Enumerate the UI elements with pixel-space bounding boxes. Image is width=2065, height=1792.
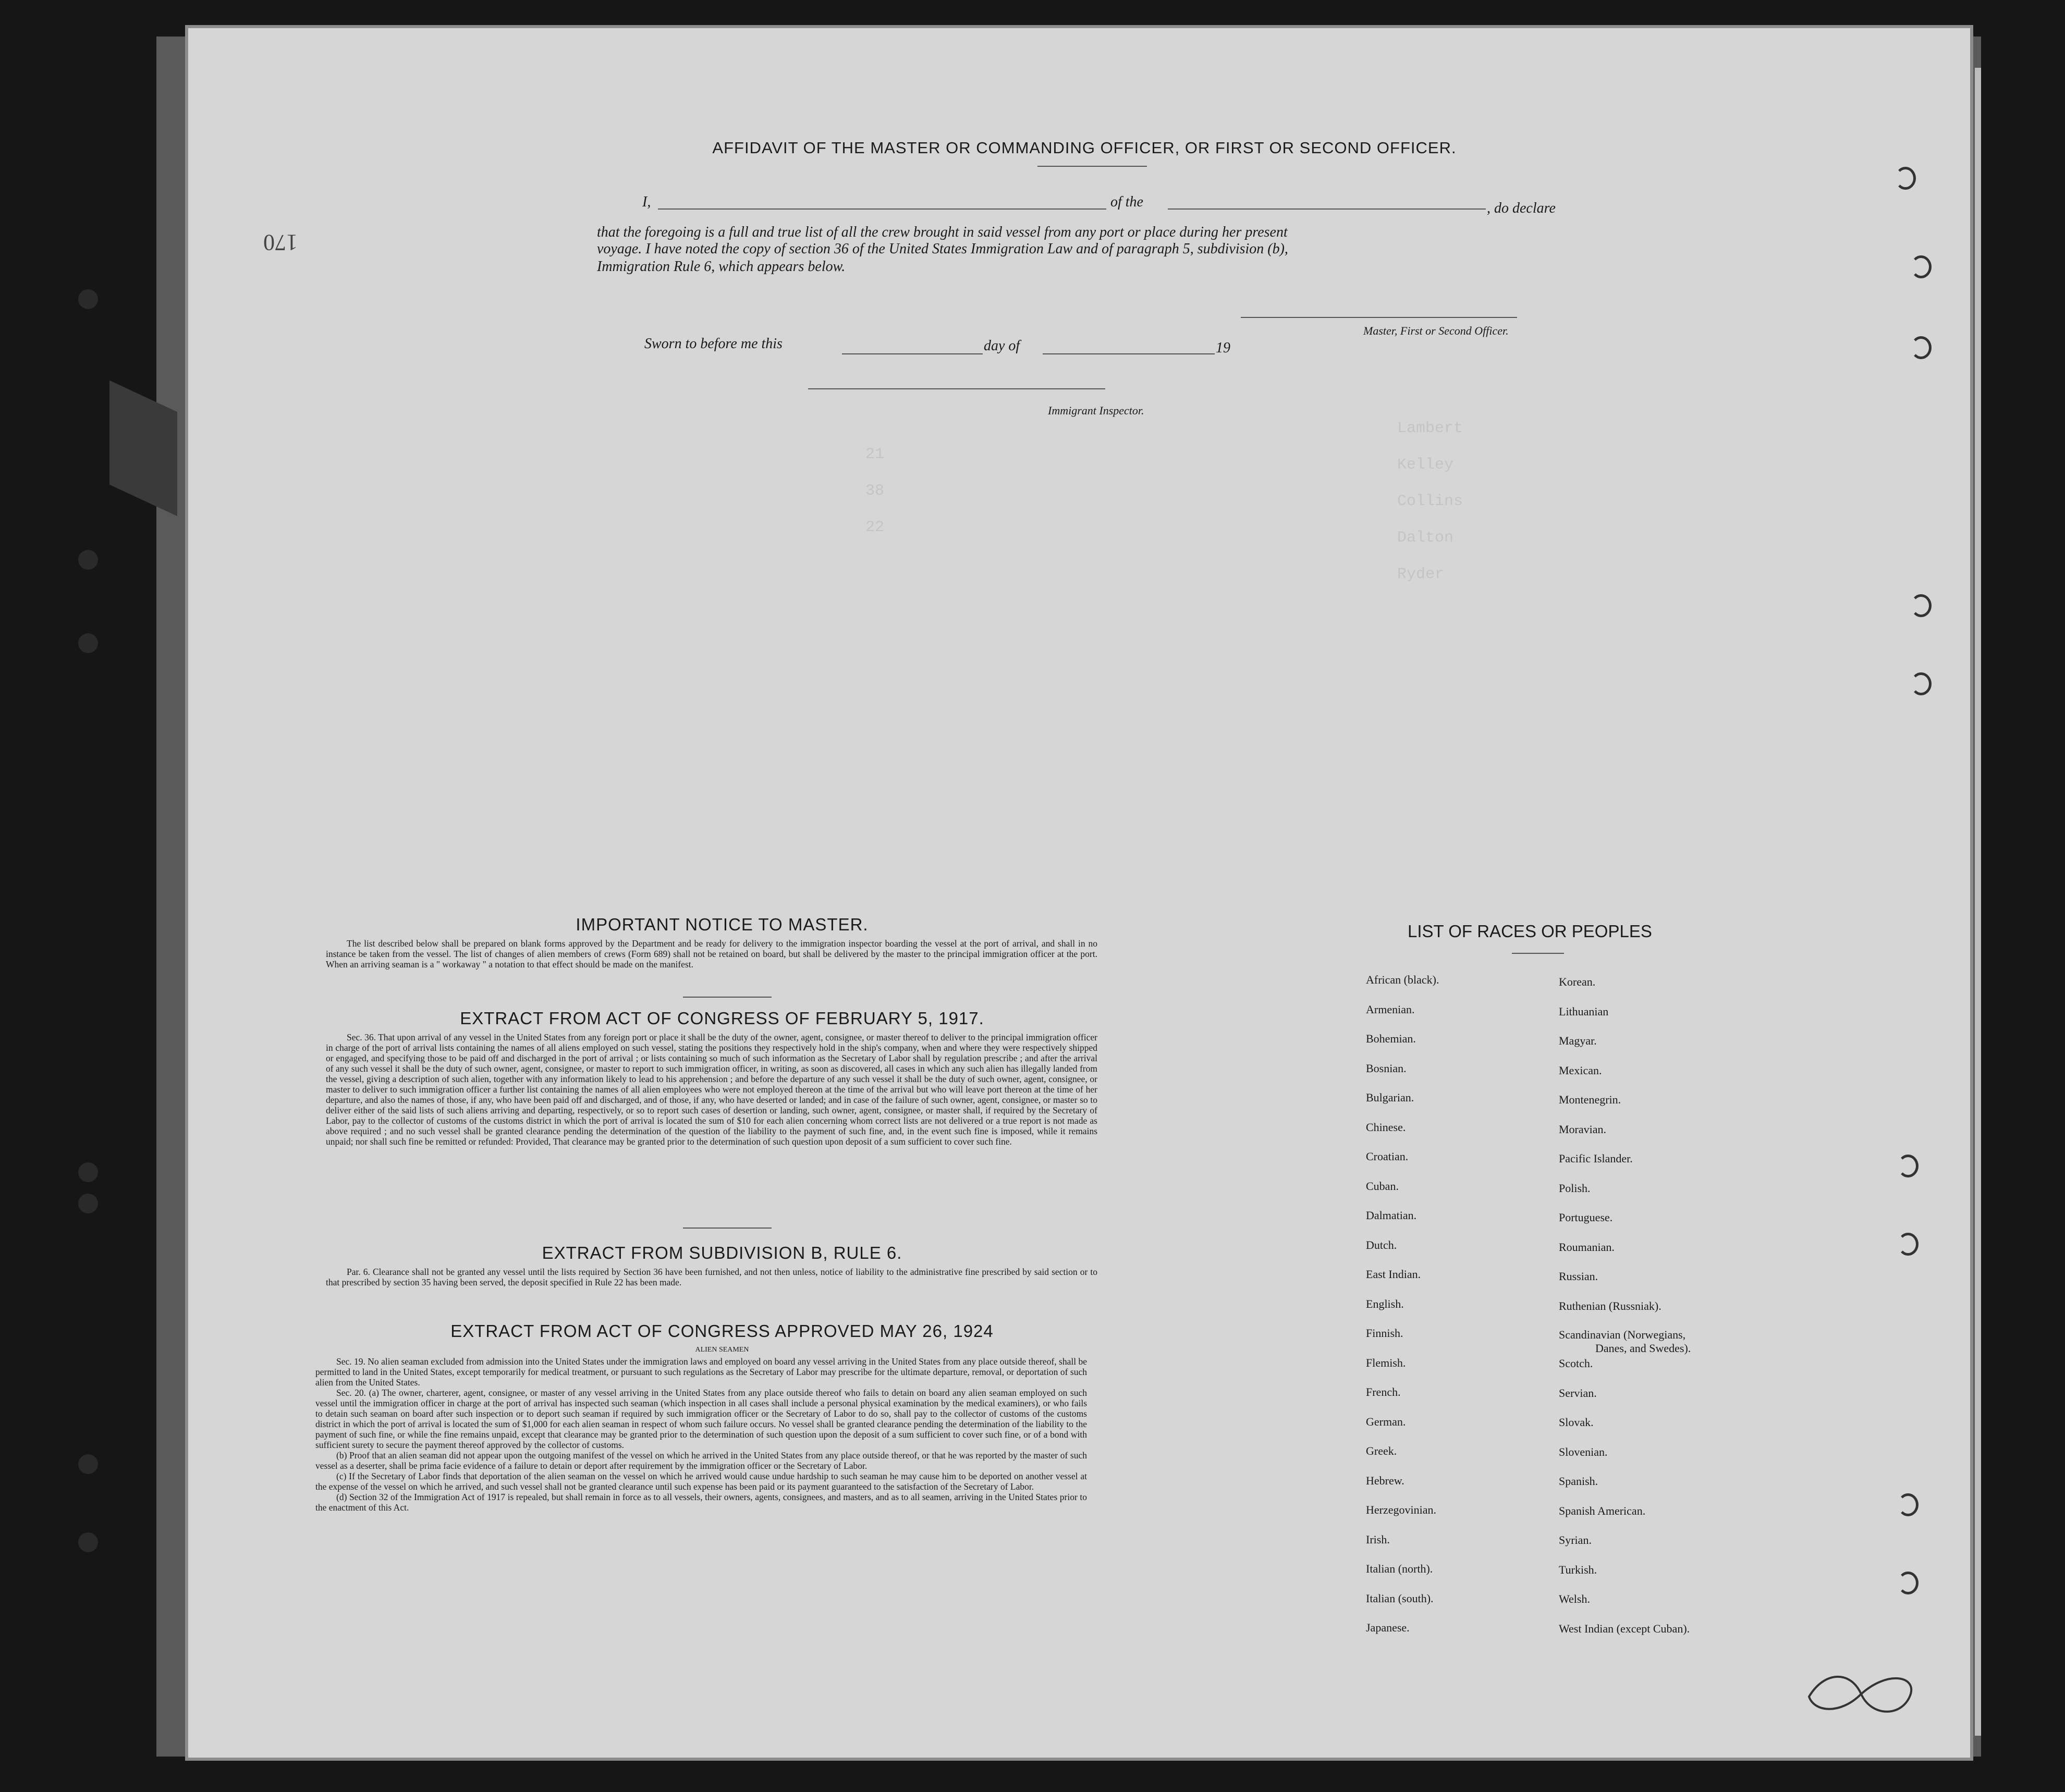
punch-ring [1911,255,1932,278]
race-item: Korean. [1559,975,1596,988]
race-item: Slovenian. [1559,1445,1608,1458]
race-item: Syrian. [1559,1533,1592,1546]
binder-hole [78,550,98,570]
race-item: Mexican. [1559,1063,1602,1077]
race-item: Lithuanian [1559,1004,1609,1018]
alien-seamen-subtitle: ALIEN SEAMEN [695,1346,749,1354]
race-item: Scotch. [1559,1357,1593,1370]
extract-1924-title: EXTRACT FROM ACT OF CONGRESS APPROVED MAY 26, 1924 [450,1321,994,1341]
sec-19-text: Sec. 19. No alien seaman excluded from admission into the United States under the immigration laws and employed on board any vessel arriving in the United States from any place outside thereof, shall be permitted to land in the United States, except temporarily for medical treatment, or pursuant to such regulations as the Secretary of Labor may prescribe for the ultimate departure, removal, or deportation of such alien from the United States. [315,1356,1087,1388]
extract-1924-body [315,1356,1087,1513]
punch-ring [1898,1572,1919,1594]
punch-ring [1895,167,1916,190]
notice-text: The list described below shall be prepared on blank forms approved by the Department and be ready for delivery to the immigration inspector boarding the vessel at the port of arrival, and shall in no instance be taken from the vessel. The list of changes of alien members of crews (Form 689) shall not be retained on board, but shall be delivered by the master to the principal immigration officer at the port. When an arriving seaman is a " workaway " a notation to that effect should be made on the manifest. [326,938,1097,969]
race-item: Greek. [1366,1444,1397,1457]
race-item: Welsh. [1559,1592,1590,1605]
sec-20b-text: (b) Proof that an alien seaman did not appear upon the outgoing manifest of the vessel on which he arrived in the United States from any place outside thereof, or that he was reported by the master of such vessel as a deserter, shall be prima facie evidence of a failure to detain or deport after requirement by the immigration officer or the Secretary of Labor. [315,1450,1087,1471]
race-item: Spanish. [1559,1475,1598,1488]
extract-1917-title: EXTRACT FROM ACT OF CONGRESS OF FEBRUARY 5, 1917. [460,1009,984,1028]
race-item: Chinese. [1366,1120,1406,1134]
pencil-loop-mark [1804,1665,1919,1723]
punch-ring [1911,672,1932,695]
race-item: Russian. [1559,1270,1598,1283]
race-item: Montenegrin. [1559,1093,1621,1106]
affidavit-line3: voyage. I have noted the copy of section 36 of the United States Immigration Law and of paragraph 5, subdivision (b), [597,241,1288,257]
race-item: Spanish American. [1559,1504,1646,1517]
affidavit-do-declare: , do declare [1487,200,1556,216]
race-item: Pacific Islander. [1559,1152,1633,1165]
extract-1917-text: Sec. 36. That upon arrival of any vessel in the United States from any foreign port or place it shall be the duty of the owner, agent, consignee, or master thereof to deliver to the principal immigration officer in charge of the port of arrival lists containing the names of all aliens employed on such vessel, stating the positions they respectively hold in the ship's company, when and where they were respectively shipped or engaged, and specifying those to be paid off and discharged in the port of arrival ; or lists containing so much of such information as the Secretary of Labor shall by regulation prescribe ; and after the arrival of any such vessel it shall be the duty of such owner, agent, consignee, or master to report to such immigration officer, in writing, as soon as discovered, all cases in which any such alien has illegally landed from the vessel, giving a description of such alien, together with any information likely to lead to his apprehension ; and before the departure of any such vessel it shall be the duty of such owner, agent, consignee, or master to deliver to such immigration officer a further list containing the names of all alien employees who were not employed thereon at the time of the arrival but who will leave port thereon at the time of her departure, and also the names of those, if any, who have been paid off and discharged, and of those, if any, who have deserted or landed; and in case of the failure of such owner, agent, consignee, or master so to deliver either of the said lists of such aliens arriving and departing, respectively, or so to report such cases of desertion or landing, such owner, agent, consignee, or master shall, if required by the Secretary of Labor, pay to the collector of customs of the customs district in which the port of arrival is located the sum of $10 for each alien concerning whom correct lists are not delivered or a true report is not made as above required ; and no such vessel shall be granted clearance pending the determination of the question of the liability to the payment of such fine, and, in the event such fine is imposed, while it remains unpaid; nor shall such fine be remitted or refunded: Provided, That clearance may be granted prior to the determination of such question upon deposit of a sum sufficient to cover such fine. [326,1032,1097,1147]
race-item: African (black). [1366,973,1439,986]
year-label: 19 [1216,340,1230,356]
sworn-month-field[interactable] [1043,353,1215,354]
margin-number: 170 [263,230,298,255]
binder-hole [78,1532,98,1552]
race-item: Scandinavian (Norwegians, [1559,1328,1686,1341]
race-item: Bulgarian. [1366,1091,1414,1104]
race-item: Dalmatian. [1366,1209,1417,1222]
race-item: Herzegovinian. [1366,1503,1436,1516]
race-item: Italian (south). [1366,1591,1434,1605]
sworn-day-field[interactable] [842,353,983,354]
binder-hole [78,633,98,653]
bleed-through-area: Lambert Kelley Collins Dalton Ryder 21 38 22 [865,420,1463,583]
binder-hole [78,1194,98,1213]
races-right-column [1559,967,1691,1643]
race-item: Italian (north). [1366,1562,1433,1575]
race-item: Flemish. [1366,1356,1406,1369]
binder-hole [78,289,98,309]
race-item: Bohemian. [1366,1032,1416,1045]
affidavit-line4: Immigration Rule 6, which appears below. [597,259,846,275]
sec-20c-text: (c) If the Secretary of Labor finds that deportation of the alien seaman on the vessel on which he arrived would cause undue hardship to such seaman he may cause him to be deported on another vessel at the expense of the vessel on which he arrived, and such vessel shall not be granted clearance until such expense has been paid or its payment guaranteed to the satisfaction of the Secretary of Labor. [315,1471,1087,1492]
section-rule [683,997,772,998]
race-item: East Indian. [1366,1268,1421,1281]
subdivision-b-text: Par. 6. Clearance shall not be granted any vessel until the lists required by Section 36 have been furnished, and not then unless, notice of liability to the administrative fine prescribed by said section or to that prescribed by section 35 having been served, the deposit specified in Rule 22 has been made. [326,1267,1097,1287]
punch-ring [1898,1233,1919,1256]
race-item: Irish. [1366,1532,1390,1546]
vessel-field[interactable] [1168,208,1486,210]
officer-label: Master, First or Second Officer. [1363,324,1509,337]
race-item: Croatian. [1366,1150,1409,1163]
race-item: Japanese. [1366,1621,1410,1634]
inspector-signature-field[interactable] [808,388,1105,389]
race-item: Magyar. [1559,1034,1597,1047]
sheet-edge [1975,68,1981,1736]
sworn-label: Sworn to before me this [644,336,783,352]
race-item: Hebrew. [1366,1474,1404,1487]
race-item: Ruthenian (Russniak). [1559,1299,1661,1312]
subdivision-b-title: EXTRACT FROM SUBDIVISION B, RULE 6. [542,1243,902,1262]
races-title: LIST OF RACES OR PEOPLES [1408,922,1652,941]
notice-title: IMPORTANT NOTICE TO MASTER. [576,915,869,934]
races-left-column [1366,965,1439,1643]
race-item: Dutch. [1366,1238,1397,1251]
race-item: West Indian (except Cuban). [1559,1622,1690,1635]
race-item: English. [1366,1297,1404,1310]
officer-signature-field[interactable] [1241,317,1517,318]
punch-ring [1898,1155,1919,1177]
race-item: Portuguese. [1559,1211,1613,1224]
affidavit-of-the: of the [1110,194,1143,210]
affidavit-i: I, [642,194,651,210]
binder-hole [78,1454,98,1474]
race-item: Armenian. [1366,1002,1415,1016]
name-field[interactable] [658,208,1106,210]
race-item: Turkish. [1559,1563,1597,1576]
title-rule [1037,166,1147,167]
race-item: Bosnian. [1366,1061,1407,1075]
race-item: Roumanian. [1559,1240,1615,1254]
day-of-label: day of [984,338,1020,354]
race-item: Moravian. [1559,1122,1607,1136]
punch-ring [1898,1493,1919,1516]
race-item: Danes, and Swedes). [1595,1342,1691,1355]
punch-ring [1911,336,1932,359]
sec-20a-text: Sec. 20. (a) The owner, charterer, agent, consignee, or master of any vessel arriving in the United States from any place outside thereof who fails to detain on board any alien seaman employed on such vessel until the immigration officer in charge at the port of arrival has inspected such seaman (which inspection in all cases shall include a personal physical examination by the medical examiners), or who fails to detain such seaman on board after such inspection or to deport such seaman if required by such immigration officer or the Secretary of Labor to do so, shall pay to the collector of customs of the customs district in which the port of arrival is located the sum of $1,000 for each alien seaman in respect of whom such failure occurs. No vessel shall be granted clearance pending the determination of the liability to the payment of such fine, or while the fine remains unpaid, except that clearance may be granted prior to the determination of such question upon the deposit of a sum sufficient to cover such fine, or of a bond with sufficient surety to secure the payment thereof approved by the collector of customs. [315,1388,1087,1450]
race-item: Finnish. [1366,1327,1403,1340]
race-item: German. [1366,1415,1406,1428]
affidavit-line2: that the foregoing is a full and true list of all the crew brought in said vessel from any port or place during her present [597,224,1288,240]
race-item: Servian. [1559,1386,1597,1400]
punch-ring [1911,594,1932,617]
section-rule [683,1228,772,1229]
race-item: Slovak. [1559,1416,1594,1429]
race-item: Cuban. [1366,1179,1399,1193]
affidavit-title: AFFIDAVIT OF THE MASTER OR COMMANDING OFFICER, OR FIRST OR SECOND OFFICER. [712,139,1457,157]
races-title-rule [1512,953,1564,954]
race-item: Polish. [1559,1181,1591,1195]
race-item: French. [1366,1385,1401,1398]
binder-hole [78,1162,98,1182]
sec-20d-text: (d) Section 32 of the Immigration Act of 1917 is repealed, but shall remain in force as to all vessels, their owners, agents, consignees, and masters, and as to all seamen, arriving in the United States prior to the enactment of this Act. [315,1492,1087,1513]
inspector-label: Immigrant Inspector. [1048,404,1144,417]
